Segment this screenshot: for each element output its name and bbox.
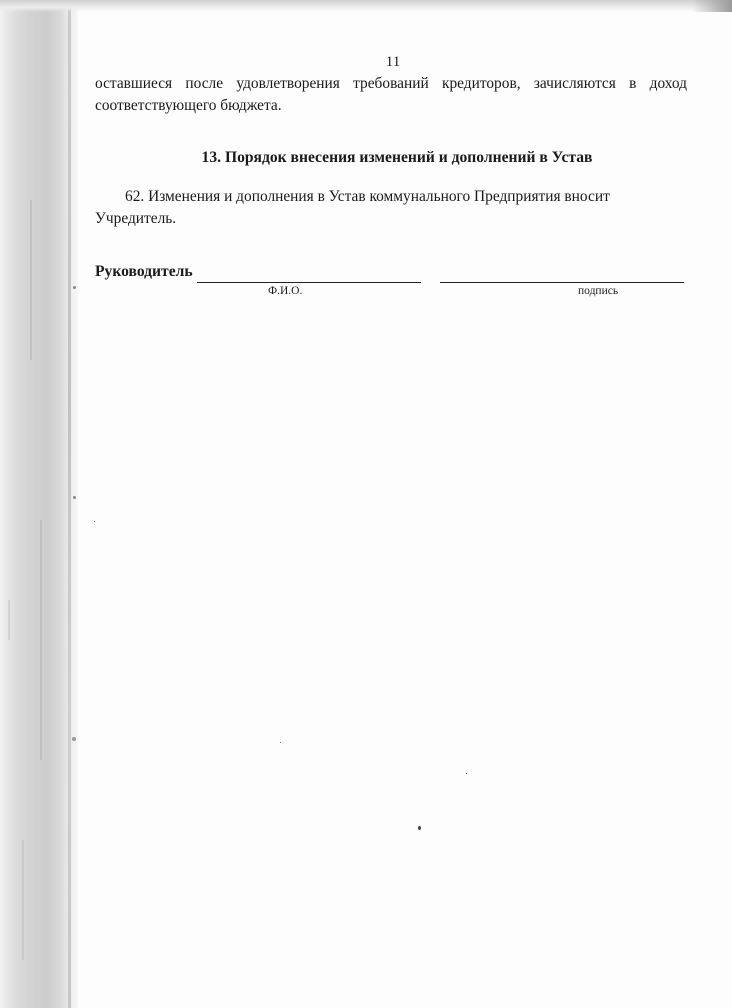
scan-speck <box>280 742 281 743</box>
binding-streak <box>30 200 32 360</box>
section-title: 13. Порядок внесения изменений и дополнений в Устав <box>201 149 593 166</box>
name-line <box>197 282 421 283</box>
scan-speck <box>94 521 95 522</box>
scan-speck <box>73 286 76 289</box>
text-line: 62. Изменения и дополнения в Устав коммунального Предприятия вносит <box>125 188 610 205</box>
binding-shadow <box>0 0 78 1008</box>
text-line: Учредитель. <box>95 210 177 227</box>
scan-speck <box>73 496 76 499</box>
sign-caption: подпись <box>578 285 619 297</box>
text-line: соответствующего бюджета. <box>95 97 282 114</box>
paragraph-62 <box>95 186 687 230</box>
scan-speck <box>418 826 421 830</box>
corner-shadow <box>692 0 732 12</box>
binding-streak <box>22 840 24 960</box>
binding-streak <box>40 520 42 760</box>
binding-streak <box>8 600 10 640</box>
page-number: 11 <box>385 54 401 70</box>
name-caption: Ф.И.О. <box>268 285 303 297</box>
paragraph-continuation <box>95 73 687 117</box>
binding-edge <box>68 0 71 1008</box>
scan-speck <box>466 773 467 774</box>
scan-speck <box>72 737 76 741</box>
text-line: оставшиеся после удовлетворения требований кредиторов, зачисляются в доход <box>95 75 687 92</box>
signature-line <box>440 282 684 283</box>
top-shadow <box>0 0 732 12</box>
signature-label: Руководитель <box>95 263 193 280</box>
